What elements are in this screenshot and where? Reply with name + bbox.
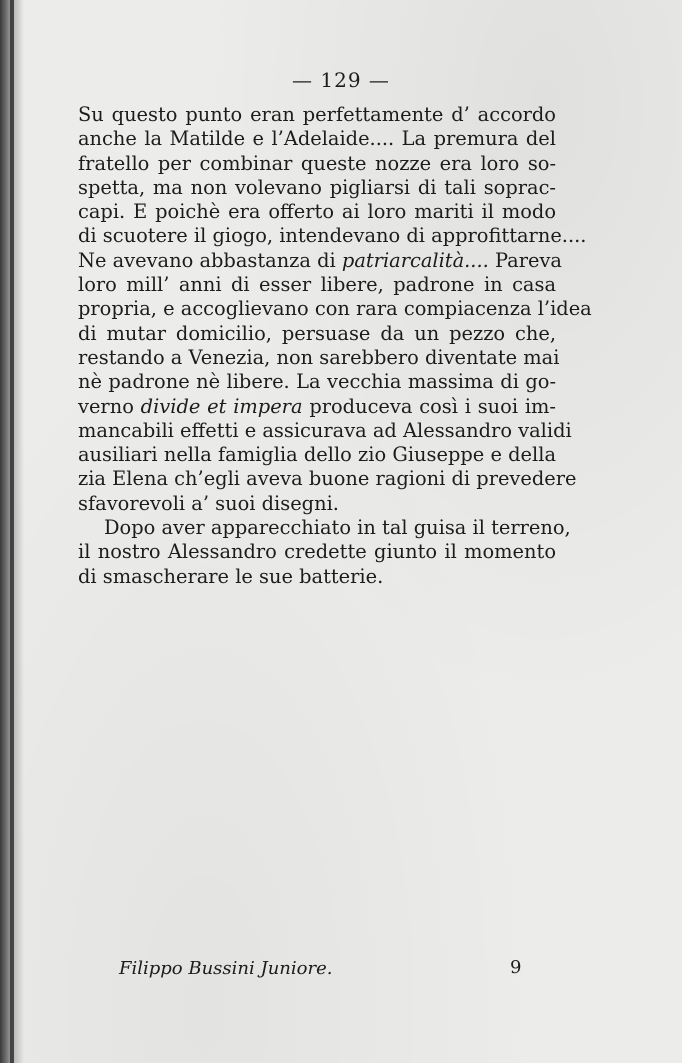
text-line-7-end: Pareva: [488, 248, 562, 272]
text-line-5: capi. E poichè era offerto ai loro mariti il modo: [78, 200, 556, 224]
body-text: [78, 103, 592, 589]
italic-divide-et-impera: divide et impera: [140, 394, 303, 418]
text-line-19: il nostro Alessandro credette giunto il momento: [78, 540, 556, 564]
text-line-9: propria, e accoglievano con rara compiacenza l’idea: [78, 297, 592, 321]
book-spine-edge: [10, 0, 14, 1063]
text-line-20: di smascherare le sue batterie.: [78, 564, 384, 588]
text-line-13-end: produceva così i suoi im-: [302, 394, 556, 418]
text-line-15: ausiliari nella famiglia dello zio Giuseppe e della: [78, 443, 556, 467]
text-line-7: [78, 248, 562, 273]
text-line-3: fratello per combinar queste nozze era loro so-: [78, 151, 556, 175]
text-line-4: spetta, ma non volevano pigliarsi di tali soprac-: [78, 175, 556, 199]
text-line-1: Su questo punto eran perfettamente d’ accordo: [78, 103, 556, 126]
italic-patriarcalita: patriarcalità....: [341, 248, 489, 272]
text-line-12: nè padrone nè libere. La vecchia massima di go-: [78, 370, 556, 394]
text-line-13-start: verno: [78, 394, 141, 418]
text-line-8: loro mill’ anni di esser libere, padrone in casa: [78, 273, 556, 297]
page-number: — 129 —: [292, 68, 390, 92]
text-line-2: anche la Matilde e l’Adelaide.... La premura del: [78, 127, 556, 151]
text-line-7-start: Ne avevano abbastanza di: [78, 248, 342, 272]
text-line-14: mancabili effetti e assicurava ad Alessandro validi: [78, 418, 572, 442]
footer-sheet-number: 9: [510, 957, 522, 978]
footer-signature: Filippo Bussini Juniore.: [119, 958, 333, 979]
text-line-11: restando a Venezia, non sarebbero diventate mai: [78, 345, 560, 369]
text-line-16: zia Elena ch’egli aveva buone ragioni di prevedere: [78, 467, 577, 491]
text-line-13: [78, 395, 556, 419]
text-line-18: Dopo aver apparecchiato in tal guisa il terreno,: [104, 516, 571, 540]
text-line-17: sfavorevoli a’ suoi disegni.: [78, 491, 339, 515]
text-line-6: di scuotere il giogo, intendevano di approfittarne....: [78, 224, 587, 248]
text-line-10: di mutar domicilio, persuase da un pezzo che,: [78, 321, 556, 345]
